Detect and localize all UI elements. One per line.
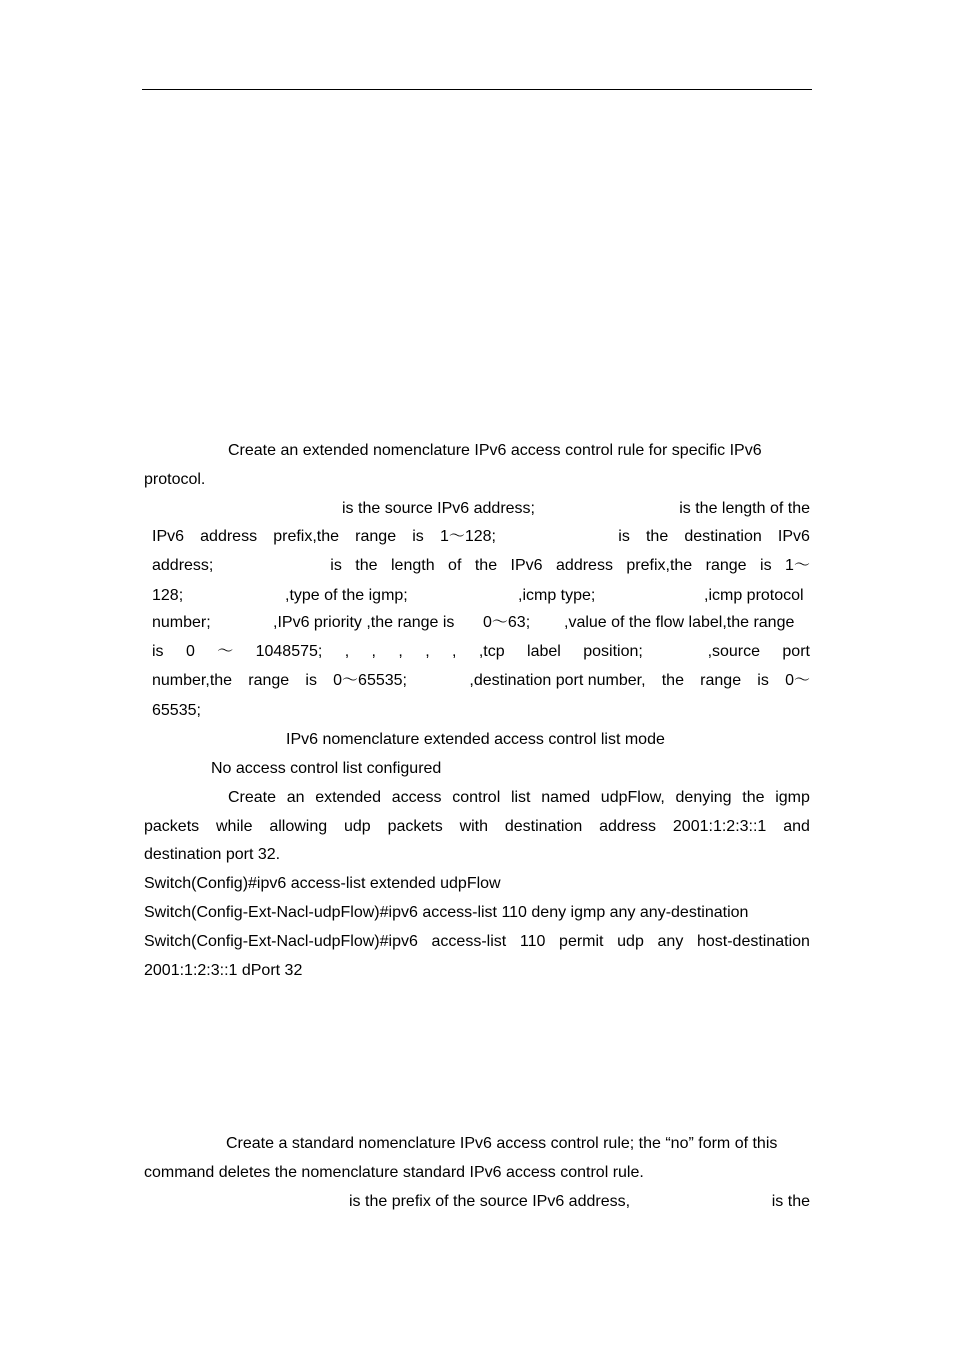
parameters-line-3: address; is the length of the IPv6 address prefix,the range is 1～ [152, 557, 810, 574]
parameters-line-5d: ,value of the flow label,the range [564, 614, 795, 631]
parameters-line-8: 65535; [152, 702, 201, 719]
example-command-1: Switch(Config)#ipv6 access-list extended udpFlow [144, 875, 501, 892]
command-description-line-1: Create an extended nomenclature IPv6 access control rule for specific IPv6 [228, 442, 762, 459]
parameters-line-6: is 0 ～ 1048575; , , , , , ,tcp label position; ,source port [152, 643, 810, 660]
example-command-2: Switch(Config-Ext-Nacl-udpFlow)#ipv6 access-list 110 deny igmp any any-destination [144, 904, 749, 921]
standard-parameters-line-1: is the prefix of the source IPv6 address, is the [349, 1193, 810, 1210]
example-command-3: Switch(Config-Ext-Nacl-udpFlow)#ipv6 access-list 110 permit udp any host-destination [144, 933, 810, 950]
standard-description-line-1: Create a standard nomenclature IPv6 access control rule; the “no” form of this [226, 1135, 778, 1152]
parameters-line-5c: 0～63; [483, 614, 531, 631]
parameters-line-4a: 128; [152, 587, 184, 604]
parameters-line-7: number,the range is 0～65535; ,destination port number, the range is 0～ [152, 672, 810, 689]
parameters-line-1: is the source IPv6 address; is the length of the [342, 500, 810, 517]
parameters-line-4c: ,icmp type; [518, 587, 596, 604]
parameters-line-2: IPv6 address prefix,the range is 1～128; is the destination IPv6 [152, 528, 810, 545]
example-line-1: Create an extended access control list named udpFlow, denying the igmp [228, 789, 810, 806]
parameters-line-5b: ,IPv6 priority ,the range is [273, 614, 455, 631]
example-line-2: packets while allowing udp packets with destination address 2001:1:2:3::1 and [144, 818, 810, 835]
header-rule [142, 89, 812, 90]
parameters-line-5a: number; [152, 614, 211, 631]
parameters-line-4b: ,type of the igmp; [285, 587, 408, 604]
example-command-4: 2001:1:2:3::1 dPort 32 [144, 962, 303, 979]
standard-description-line-2: command deletes the nomenclature standard IPv6 access control rule. [144, 1164, 644, 1181]
command-description-line-2: protocol. [144, 471, 206, 488]
parameters-line-4d: ,icmp protocol [704, 587, 804, 604]
example-line-3: destination port 32. [144, 846, 281, 863]
command-mode: IPv6 nomenclature extended access control list mode [286, 731, 665, 748]
default-setting: No access control list configured [211, 760, 442, 777]
